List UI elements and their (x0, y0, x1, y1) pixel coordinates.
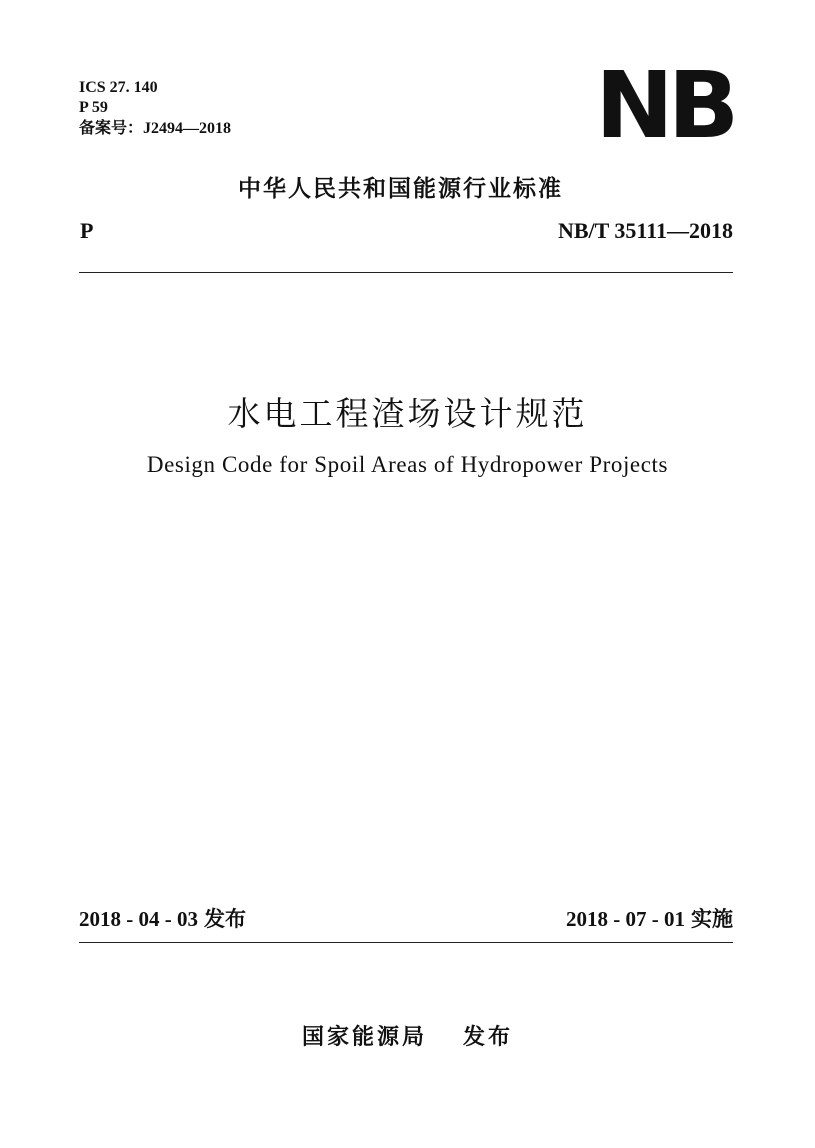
effective-date-line (566, 903, 733, 933)
document-title-cn: 水电工程渣场设计规范 (227, 397, 588, 433)
standard-number: NB/T 35111—2018 (557, 218, 733, 243)
issue-date: 2018 - 04 - 03 (79, 907, 198, 931)
document-title-en: Design Code for Spoil Areas of Hydropower Projects (146, 452, 669, 477)
publisher-name: 国家能源局 (301, 1025, 427, 1050)
effective-date: 2018 - 07 - 01 (566, 907, 685, 931)
filing-number-line (79, 118, 231, 139)
bottom-divider (79, 942, 733, 943)
ccs-code: P 59 (79, 99, 108, 116)
standard-category-title: 中华人民共和国能源行业标准 (238, 176, 563, 202)
top-divider (79, 272, 733, 273)
classification-block (79, 78, 231, 139)
issue-label: 发布 (204, 907, 246, 931)
filing-label: 备案号： (79, 118, 144, 137)
nb-logo: NB (595, 52, 733, 159)
effective-label: 实施 (691, 907, 733, 931)
filing-number: J2494—2018 (143, 120, 232, 137)
category-letter: P (80, 218, 94, 243)
publish-action: 发布 (463, 1025, 514, 1050)
issue-date-line (79, 903, 246, 933)
publisher-line (0, 1020, 815, 1051)
ics-code: ICS 27. 140 (79, 79, 158, 96)
